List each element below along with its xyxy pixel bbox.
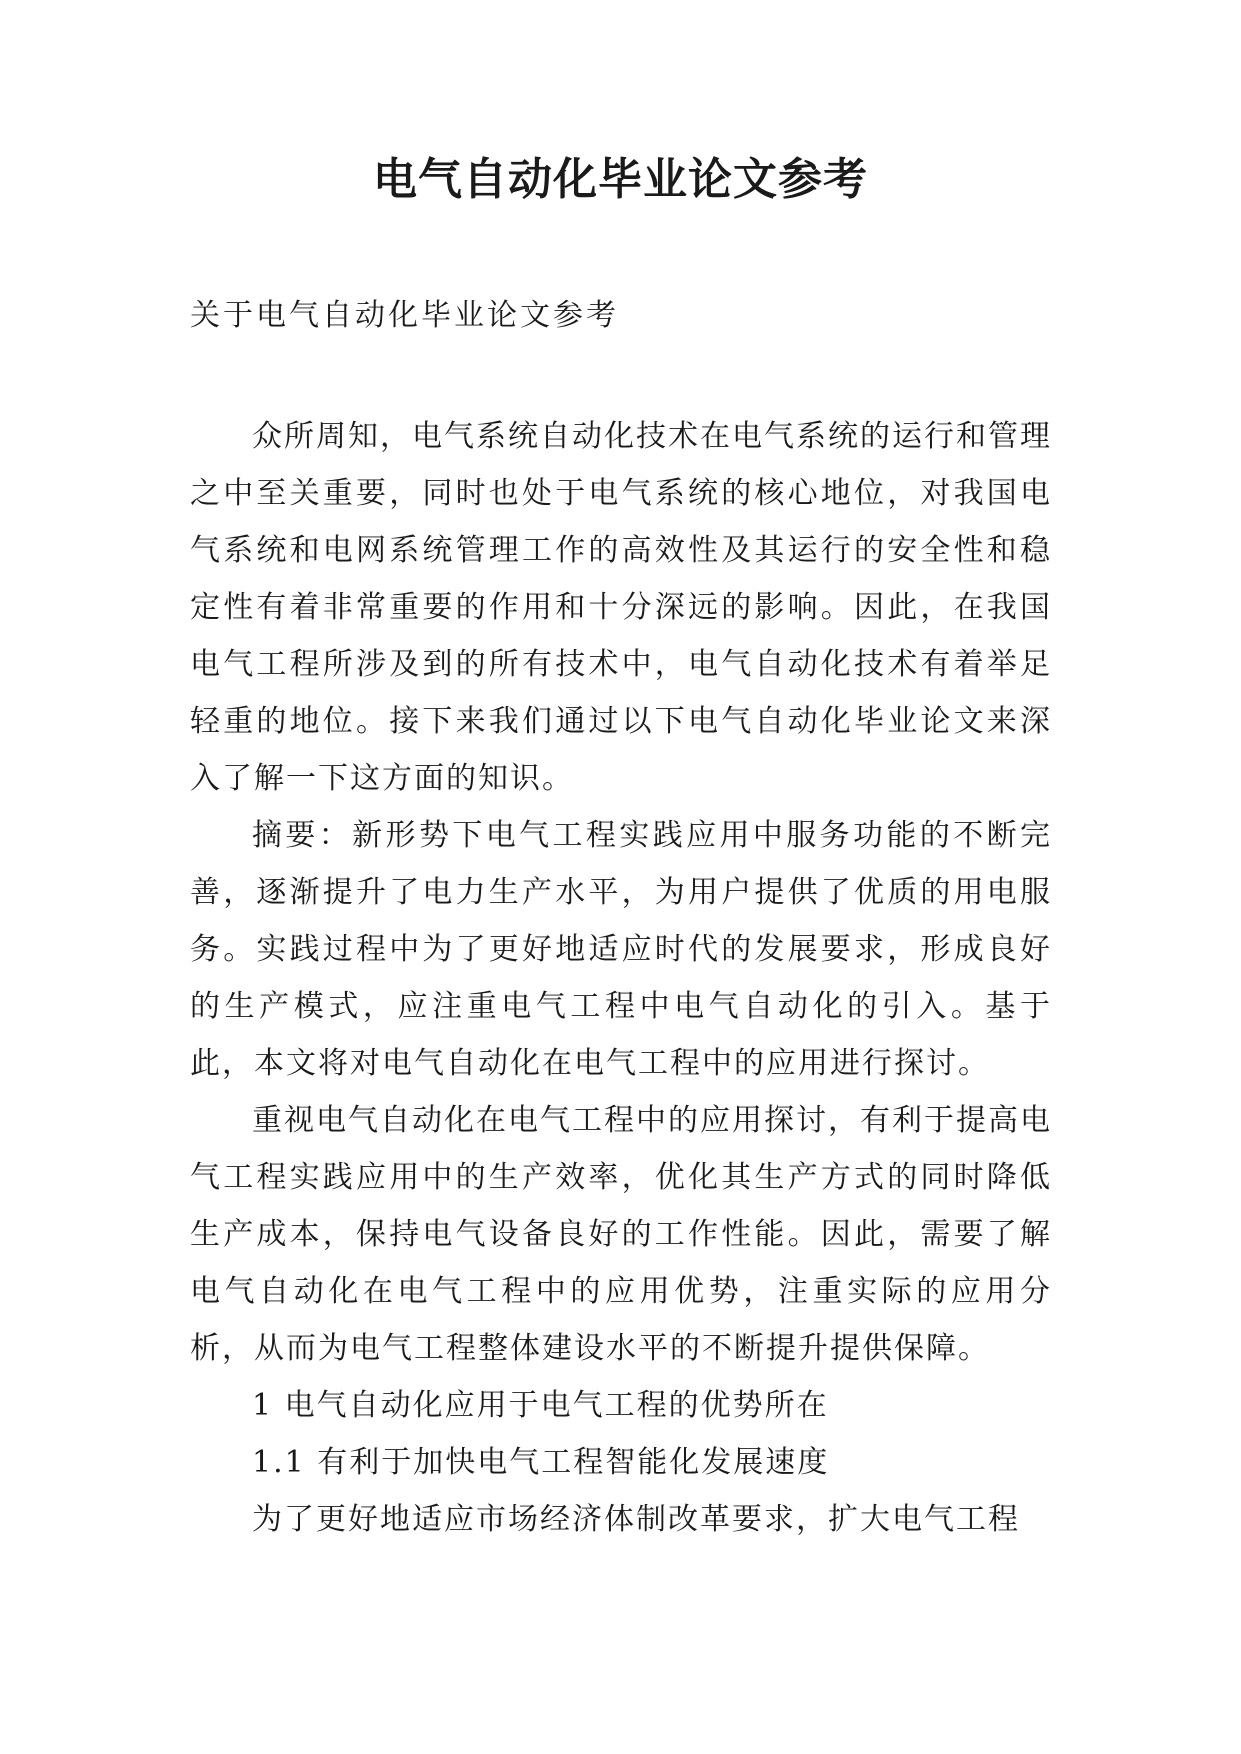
paragraph-intro: 众所周知，电气系统自动化技术在电气系统的运行和管理之中至关重要，同时也处于电气系统的核心地位，对我国电气系统和电网系统管理工作的高效性及其运行的安全性和稳定性有着非常重要的作用和十分深远的影响。因此，在我国电气工程所涉及到的所有技术中，电气自动化技术有着举足轻重的地位。接下来我们通过以下电气自动化毕业论文来深入了解一下这方面的知识。 bbox=[190, 419, 1052, 796]
paragraph-abstract: 摘要：新形势下电气工程实践应用中服务功能的不断完善，逐渐提升了电力生产水平，为用户提供了优质的用电服务。实践过程中为了更好地适应时代的发展要求，形成良好的生产模式，应注重电气工程中电气自动化的引入。基于此，本文将对电气自动化在电气工程中的应用进行探讨。 bbox=[190, 818, 1052, 1081]
section-heading-1: 1 电气自动化应用于电气工程的优势所在 bbox=[252, 1388, 829, 1423]
document-body bbox=[190, 408, 1052, 1548]
section-heading-1-1: 1.1 有利于加快电气工程智能化发展速度 bbox=[252, 1445, 830, 1480]
paragraph-section-1-1: 为了更好地适应市场经济体制改革要求，扩大电气工程 bbox=[252, 1502, 1020, 1537]
document-title: 电气自动化毕业论文参考 bbox=[373, 154, 868, 205]
document-subtitle: 关于电气自动化毕业论文参考 bbox=[190, 298, 619, 333]
paragraph-importance: 重视电气自动化在电气工程中的应用探讨，有利于提高电气工程实践应用中的生产效率，优化其生产方式的同时降低生产成本，保持电气设备良好的工作性能。因此，需要了解电气自动化在电气工程中的应用优势，注重实际的应用分析，从而为电气工程整体建设水平的不断提升提供保障。 bbox=[190, 1103, 1052, 1366]
